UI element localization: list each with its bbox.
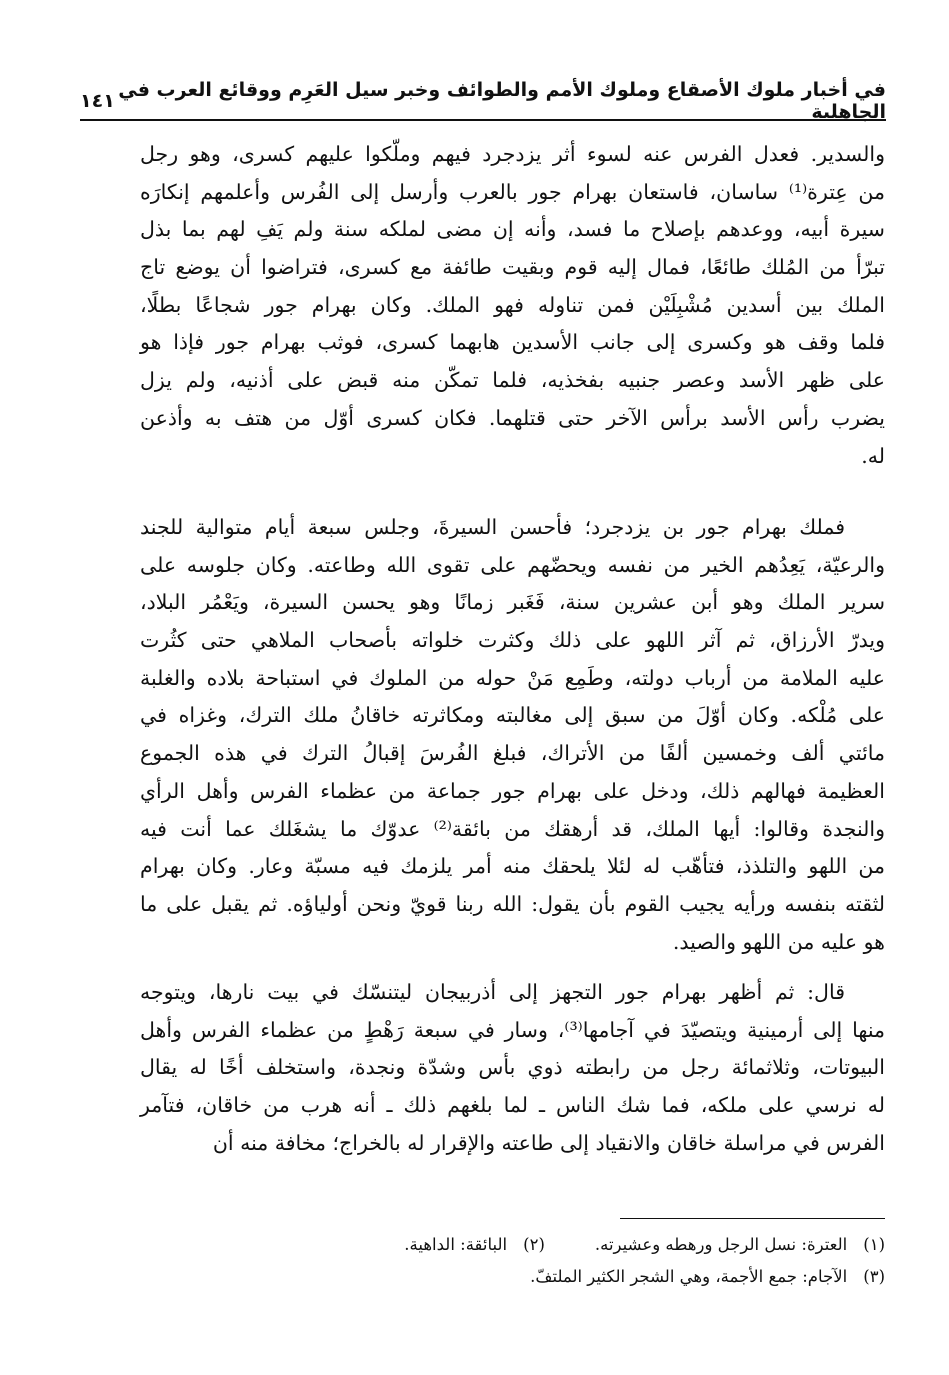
header-divider <box>80 119 886 121</box>
footnote-text: البائقة: الداهية. <box>404 1235 508 1254</box>
text-line: من عِترة⁽¹⁾ ساسان، فاستعان بهرام جور بالعرب وأرسل إلى الفُرس وأعلمهم إنكارَه <box>140 179 885 204</box>
text-line: والرعيّة، يَعِدُهم الخير من نفسه ويحضّهم على تقوى الله وطاعته. وكان جلوسه على <box>140 552 885 577</box>
text-line: والنجدة وقالوا: أيها الملك، قد أرهقك من بائقة⁽²⁾ عدوّك ما يشغَلك عما أنت فيه <box>140 816 885 841</box>
footnote-number: (١) <box>863 1235 885 1254</box>
text-line: لثقته بنفسه ورأيه يجيب القوم بأن يقول: الله ربنا قويّ ونحن أولياؤه. ثم يقبل على ما <box>140 891 885 916</box>
running-header <box>80 79 886 123</box>
text-line: له نرسي على ملكه، فما شك الناس ـ لما بلغهم ذلك ـ أنه هرب من خاقان، فتآمر <box>140 1093 885 1118</box>
text-line: على مُلْكه. وكان أوّلَ من سبق إلى مغالبته ومكاثرته خاقانُ ملك الترك، وغزاه في <box>140 703 885 728</box>
text-line: العظيمة فهالهم ذلك، ودخل على بهرام جور جماعة من عظماء الفرس وأهل الرأي <box>140 778 885 803</box>
text-line: ويدرّ الأرزاق، ثم آثر اللهو على ذلك وكثرت خلواته بأصحاب الملاهي حتى كثُرت <box>140 628 885 653</box>
footnote-divider <box>620 1218 885 1219</box>
text-line: والسدير. فعدل الفرس عنه لسوء أثر يزدجرد فيهم وملّكوا عليهم كسرى، وهو رجل <box>140 142 885 166</box>
paragraph-3 <box>140 974 885 1162</box>
text-line: يضرب رأس الأسد برأس الآخر حتى قتلهما. فكان كسرى أوّل من هتف به وأذعن <box>140 405 885 430</box>
footnote-text: الآجام: جمع الأجمة، وهي الشجر الكثير الملتفّ. <box>530 1267 848 1286</box>
paragraph-1 <box>140 136 885 475</box>
text-line: مائتي ألف وخمسين ألفًا من الأتراك، فبلغ الفُرسَ إقبالُ الترك في هذه الجموع <box>140 741 885 766</box>
text-line: البيوتات، وثلاثمائة رجل من رابطته ذوي بأس وشدّة ونجدة، واستخلف أخًا له يقال <box>140 1055 885 1080</box>
page-number: ١٤١ <box>80 90 115 112</box>
text-line: سرير الملك وهو أبن عشرين سنة، فَغَبر زمانًا وهو يحسن السيرة، ويَعْمُر البلاد، <box>140 590 885 615</box>
text-line: قال: ثم أظهر بهرام جور التجهز إلى أذربيجان ليتنسّك في بيت نارها، ويتوجه <box>140 980 845 1004</box>
header-title: في أخبار ملوك الأصقاع وملوك الأمم والطوائف وخبر سيل العَرِم ووقائع العرب في الجاهلية <box>118 79 886 123</box>
text-line: الملك بين أسدين مُشْبِلَيْن فمن تناوله فهو الملك. وكان بهرام جور شجاعًا بطلًا، <box>140 292 885 317</box>
text-line: فملك بهرام جور بن يزدجرد؛ فأحسن السيرةَ، وجلس سبعة أيام متوالية للجند <box>140 515 845 539</box>
text-line: هو عليه من اللهو والصيد. <box>672 929 885 954</box>
text-line: من اللهو والتلذذ، فتأهّب له لئلا يلحقك منه أمر يلزمك فيه مسبّة وعار. وكان بهرام <box>140 854 885 879</box>
footnote-text: العترة: نسل الرجل ورهطه وعشيرته. <box>594 1235 848 1254</box>
text-line: سيرة أبيه، ووعدهم بإصلاح ما فسد، وأنه إن مضى لملكه سنة ولم يَفِ لهم بما بذل <box>140 217 885 242</box>
text-line: على ظهر الأسد وعصر جنبيه بفخذيه، فلما تمكّن منه قبض على أذنيه، ولم يزل <box>140 368 885 393</box>
footnote-number: (٢) <box>523 1235 545 1254</box>
text-line: تبرّأ من المُلك طائعًا، فمال إليه قوم وبقيت طائفة مع كسرى، فتراضوا أن يوضع تاج <box>140 255 885 280</box>
paragraph-2 <box>140 509 885 961</box>
text-line: منها إلى أرمينية ويتصيّدَ في آجامها⁽³⁾، وسار في سبعة رَهْطٍ من عظماء الفرس وأهل <box>140 1017 885 1042</box>
footnote-row-1 <box>404 1235 885 1254</box>
footnote-row-2 <box>530 1267 885 1286</box>
text-line: الفرس في مراسلة خاقان والانقياد إلى طاعته والإقرار له بالخراج؛ مخافة منه أن <box>212 1130 885 1155</box>
text-line: فلما وقف هو وكسرى إلى جانب الأسدين هابهما كسرى، فوثب بهرام جور فإذا هو <box>140 330 885 355</box>
footnote-number: (٣) <box>863 1267 885 1286</box>
text-line: له. <box>861 443 885 468</box>
text-line: عليه الملامة من أرباب دولته، وطَمِع مَنْ حوله من الملوك في استباحة بلاده والغلبة <box>140 665 885 690</box>
